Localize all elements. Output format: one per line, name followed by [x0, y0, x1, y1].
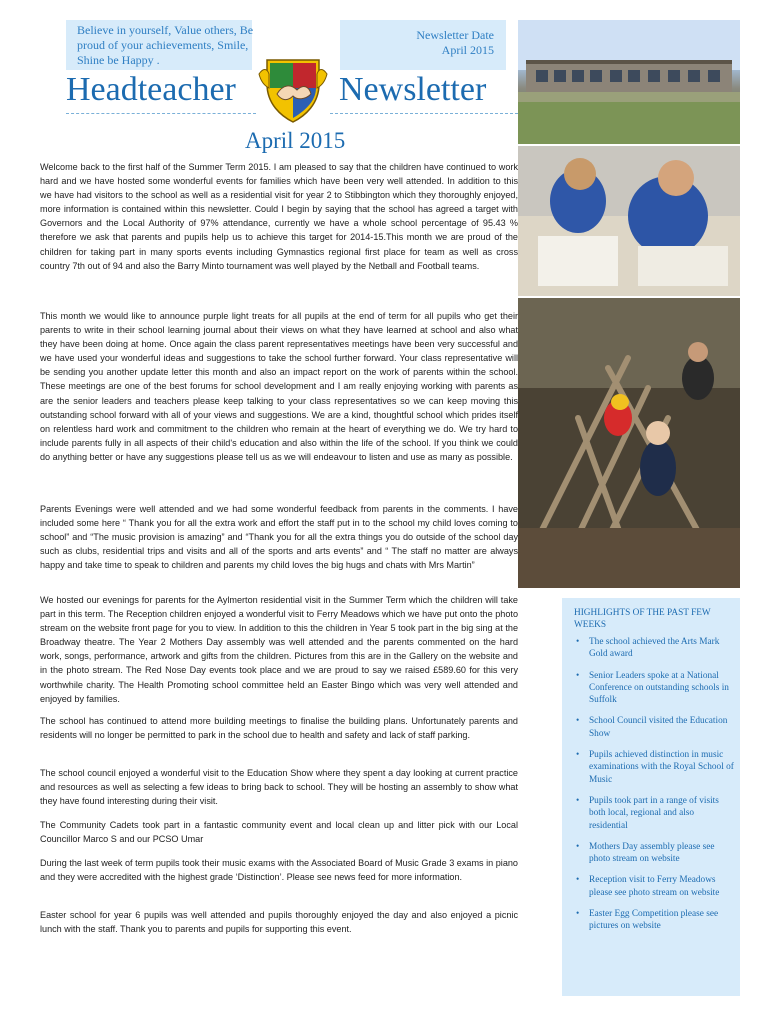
highlight-item: • The school achieved the Arts Mark Gold award [574, 636, 734, 661]
title-divider-left [66, 113, 256, 114]
forest-visit-photo [518, 298, 740, 588]
highlight-item: • Pupils took part in a range of visits both local, regional and also residential [574, 795, 734, 832]
newsletter-date-value: April 2015 [441, 43, 494, 57]
month-title: April 2015 [245, 128, 346, 153]
classroom-photo [518, 146, 740, 296]
paragraph-parents-evenings: Parents Evenings were well attended and we had some wonderful feedback from parents in the comments. I have included some here “ Thank you for all the extra work and effort the staff put in to the school my child loves coming to school” and “The music provision is amazing” and “Thank you for all the extra things you do outside of the school day such as clubs, residential trips and visits and all of the sports and arts events” and “ The staff no matter are always happy and take time to speak to children and parents my child loves the big hugs and chats with Mrs Martin” [40, 504, 518, 571]
paragraph-community-cadets: The Community Cadets took part in a fantastic community event and local clean up and litter pick with our Local Councillor Marco S and our PCSO Umar [40, 820, 518, 845]
highlight-item: • Senior Leaders spoke at a National Conference on outstanding schools in Suffolk [574, 670, 734, 707]
paragraph-aylmerton: We hosted our evenings for parents for the Aylmerton residential visit in the Summer Term which the children will take part in this term. The Reception children enjoyed a wonderful visit to Ferry Meadows which we have put onto the photo stream on the website front page for you to view. In addition to this the children in Year 5 took part in the big sing at the Broadway theatre. The Year 2 Mothers Day assembly was well attended and the parents commented on the hard work, songs, performance, artwork and gifts from the children. Pictures from this are in the Gallery on the website and in the photo stream. The Red Nose Day events took place and we are proud to say we raised £589.60 for this very worthwhile charity. The Health Promoting school committee held an Easter Bingo which was very well attended and enjoyed by families. [40, 595, 518, 704]
highlight-item: • Reception visit to Ferry Meadows please see photo stream on website [574, 874, 734, 899]
paragraph-building: The school has continued to attend more building meetings to finalise the building plans. Unfortunately parents and residents will no longer be permitted to park in the school due to health and safety and lack of staff parking. [40, 716, 518, 741]
title-headteacher: Headteacher [66, 71, 236, 108]
highlights-heading: HIGHLIGHTS OF THE PAST FEW WEEKS [574, 608, 711, 630]
paragraph-school-council: The school council enjoyed a wonderful visit to the Education Show where they spent a day looking at current practice and resources as well as selecting a few ideas to bring back to school. They will be hosting an assembly to show what they have found interesting during their visit. [40, 768, 518, 807]
highlight-item: • Easter Egg Competition please see pictures on website [574, 908, 734, 933]
school-motto: Believe in yourself, Value others, Be proud of your achievements, Smile, Shine be Happy . [77, 23, 254, 67]
newsletter-date-label: Newsletter Date [416, 28, 494, 42]
school-crest-icon [257, 54, 329, 126]
newsletter-date [352, 28, 494, 58]
title-newsletter: Newsletter [339, 71, 487, 108]
highlights-list [574, 636, 734, 942]
highlight-item: • Mothers Day assembly please see photo stream on website [574, 841, 734, 866]
paragraph-purple-light: This month we would like to announce purple light treats for all pupils at the end of term for all pupils who get their parents to write in their school learning journal about their views on what they have learned at school and also what they have been doing at home. Once again the class parent representatives meetings have been very successful and we have used your wonderful ideas and suggestions to take the school further forward. Your class representative will be sending you another update letter this month and also an impact report on the work of parents within the school. These meetings are one of the best forums for school development and I am really enjoying working with parents as are the senior leaders and teachers please keep talking to your class representatives so we can keep moving this outstanding school forward with all of your views and suggestions. We are a kind, thoughtful school which prides itself on relentless hard work and commitment to the children who remain at the heart of everything we do. We try hard to include parents fully in all aspects of their child's education and also within the life of the school. If you think we could do anything better or have any suggestions please tell us as we will endeavour to listen and use as many as possible. [40, 311, 518, 462]
paragraph-easter-school: Easter school for year 6 pupils was well attended and pupils thoroughly enjoyed the day and also enjoyed a picnic lunch with the staff. Thank you to parents and pupils for supporting this event. [40, 910, 518, 935]
highlight-item: • Pupils achieved distinction in music examinations with the Royal School of Music [574, 749, 734, 786]
highlight-item: • School Council visited the Education Show [574, 715, 734, 740]
paragraph-welcome: Welcome back to the first half of the Summer Term 2015. I am pleased to say that the children have continued to work hard and we have hosted some wonderful events for families which have been very well attended. In addition to this we have had visitors to the school as well as a residential visit for year 2 to Stibbington which they thoroughly enjoyed, more information is contained within this newsletter. Could I begin by saying that the school has agreed a target with Governors and the Local Authority of 97% attendance, currently we have a whole school percentage of 95.43 % therefore we ask that parents and pupils help us to achieve this target for 2014-15.This month we are proud of the children for taking part in many sports events including Gymnastics regional first place for team as well as cross country 7th out of 94 and also the Barry Minto tournament was well played by the Netball and Football teams. [40, 162, 518, 271]
paragraph-music-exams: During the last week of term pupils took their music exams with the Associated Board of Music Grade 3 exams in piano and they were accredited with the highest grade ‘Distinction’. Please see news feed for more information. [40, 858, 518, 883]
title-divider-right [330, 113, 518, 114]
school-building-photo [518, 20, 740, 144]
